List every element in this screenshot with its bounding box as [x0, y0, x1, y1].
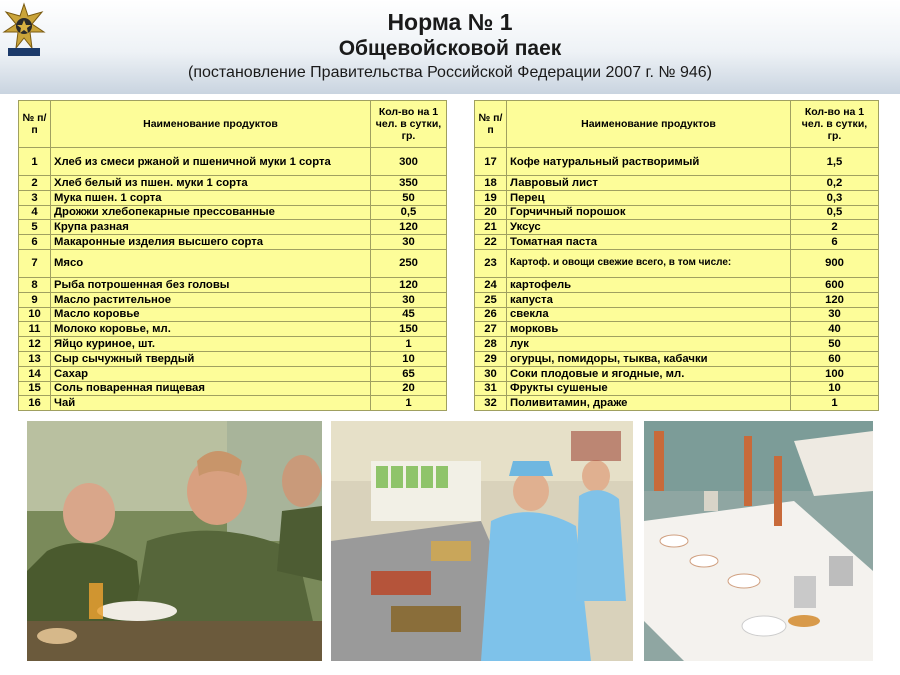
row-number: 19: [475, 190, 507, 205]
row-number: 12: [19, 337, 51, 352]
table-row: [475, 322, 879, 337]
product-name: Мясо: [51, 249, 371, 277]
row-number: 13: [19, 351, 51, 366]
product-quantity: 0,5: [791, 205, 879, 220]
product-name: морковь: [507, 322, 791, 337]
table-header-row: [19, 101, 447, 148]
product-name: Соль поваренная пищевая: [51, 381, 371, 396]
product-name: Молоко коровье, мл.: [51, 322, 371, 337]
table-row: [19, 396, 447, 411]
table-row: [19, 249, 447, 277]
product-quantity: 0,2: [791, 176, 879, 191]
header-product: Наименование продуктов: [507, 101, 791, 148]
row-number: 3: [19, 190, 51, 205]
product-quantity: 50: [371, 190, 447, 205]
header-num: № п/п: [475, 101, 507, 148]
product-name: Соки плодовые и ягодные, мл.: [507, 366, 791, 381]
product-quantity: 0,3: [791, 190, 879, 205]
product-name: Сахар: [51, 366, 371, 381]
row-number: 21: [475, 220, 507, 235]
row-number: 2: [19, 176, 51, 191]
table-header-row: [475, 101, 879, 148]
product-quantity: 30: [371, 235, 447, 250]
table-row: [19, 235, 447, 250]
product-quantity: 250: [371, 249, 447, 277]
row-number: 17: [475, 148, 507, 176]
row-number: 15: [19, 381, 51, 396]
decree-reference: (постановление Правительства Российской Федерации 2007 г. № 946): [188, 64, 712, 81]
row-number: 8: [19, 277, 51, 292]
table-row: [19, 148, 447, 176]
product-name: Мука пшен. 1 сорта: [51, 190, 371, 205]
product-quantity: 300: [371, 148, 447, 176]
product-name: свекла: [507, 307, 791, 322]
row-number: 30: [475, 366, 507, 381]
product-quantity: 1: [791, 396, 879, 411]
row-number: 28: [475, 337, 507, 352]
product-quantity: 60: [791, 351, 879, 366]
product-name: Горчичный порошок: [507, 205, 791, 220]
product-name: Масло растительное: [51, 292, 371, 307]
product-name: Лавровый лист: [507, 176, 791, 191]
table-row: [19, 277, 447, 292]
row-number: 4: [19, 205, 51, 220]
table-row: [475, 381, 879, 396]
product-quantity: 10: [791, 381, 879, 396]
table-row: [475, 277, 879, 292]
product-quantity: 65: [371, 366, 447, 381]
table-row: [475, 337, 879, 352]
product-quantity: 0,5: [371, 205, 447, 220]
product-quantity: 50: [791, 337, 879, 352]
product-quantity: 350: [371, 176, 447, 191]
product-quantity: 150: [371, 322, 447, 337]
header-num: № п/п: [19, 101, 51, 148]
product-name: лук: [507, 337, 791, 352]
product-name: Хлеб белый из пшен. муки 1 сорта: [51, 176, 371, 191]
row-number: 7: [19, 249, 51, 277]
page-title: Норма № 1: [387, 9, 513, 35]
ration-table-right: [474, 100, 879, 411]
table-row: [475, 148, 879, 176]
row-number: 20: [475, 205, 507, 220]
product-quantity: 30: [791, 307, 879, 322]
table-row: [19, 366, 447, 381]
row-number: 11: [19, 322, 51, 337]
ration-table-left: [18, 100, 447, 411]
row-number: 22: [475, 235, 507, 250]
product-quantity: 1: [371, 396, 447, 411]
row-number: 9: [19, 292, 51, 307]
table-row: [475, 396, 879, 411]
photo-canteen-serving: [331, 421, 633, 661]
row-number: 5: [19, 220, 51, 235]
slide-header: [0, 0, 900, 94]
row-number: 18: [475, 176, 507, 191]
table-row: [19, 351, 447, 366]
header-product: Наименование продуктов: [51, 101, 371, 148]
product-quantity: 20: [371, 381, 447, 396]
product-name: капуста: [507, 292, 791, 307]
row-number: 23: [475, 249, 507, 277]
table-row: [475, 307, 879, 322]
product-quantity: 100: [791, 366, 879, 381]
row-number: 31: [475, 381, 507, 396]
row-number: 10: [19, 307, 51, 322]
row-number: 27: [475, 322, 507, 337]
product-quantity: 600: [791, 277, 879, 292]
table-row: [19, 337, 447, 352]
product-name: огурцы, помидоры, тыква, кабачки: [507, 351, 791, 366]
table-row: [475, 176, 879, 191]
product-quantity: 45: [371, 307, 447, 322]
product-name: Дрожжи хлебопекарные прессованные: [51, 205, 371, 220]
product-name: Фрукты сушеные: [507, 381, 791, 396]
table-row: [19, 190, 447, 205]
table-row: [475, 235, 879, 250]
row-number: 25: [475, 292, 507, 307]
table-row: [19, 176, 447, 191]
table-row: [475, 366, 879, 381]
table-row: [475, 205, 879, 220]
product-name: Перец: [507, 190, 791, 205]
table-row: [475, 351, 879, 366]
product-name: Сыр сычужный твердый: [51, 351, 371, 366]
page-subtitle: Общевойсковой паек: [338, 37, 562, 60]
row-number: 29: [475, 351, 507, 366]
product-quantity: 1,5: [791, 148, 879, 176]
product-name: Кофе натуральный растворимый: [507, 148, 791, 176]
row-number: 16: [19, 396, 51, 411]
header-qty: Кол-во на 1 чел. в сутки, гр.: [791, 101, 879, 148]
photo-dining-tables: [644, 421, 873, 661]
product-name: Яйцо куриное, шт.: [51, 337, 371, 352]
product-quantity: 2: [791, 220, 879, 235]
product-name: Крупа разная: [51, 220, 371, 235]
product-name: Рыба потрошенная без головы: [51, 277, 371, 292]
product-name: Уксус: [507, 220, 791, 235]
product-name: Картоф. и овощи свежие всего, в том числе:: [507, 249, 791, 277]
table-row: [475, 292, 879, 307]
product-name: картофель: [507, 277, 791, 292]
table-row: [19, 220, 447, 235]
row-number: 6: [19, 235, 51, 250]
table-row: [19, 381, 447, 396]
row-number: 14: [19, 366, 51, 381]
table-row: [475, 249, 879, 277]
photo-soldiers-eating: [27, 421, 322, 661]
product-name: Поливитамин, драже: [507, 396, 791, 411]
product-name: Масло коровье: [51, 307, 371, 322]
product-name: Чай: [51, 396, 371, 411]
table-row: [19, 322, 447, 337]
product-quantity: 120: [371, 220, 447, 235]
product-quantity: 40: [791, 322, 879, 337]
table-row: [19, 205, 447, 220]
product-quantity: 1: [371, 337, 447, 352]
product-quantity: 120: [371, 277, 447, 292]
table-row: [475, 220, 879, 235]
product-name: Макаронные изделия высшего сорта: [51, 235, 371, 250]
header-qty: Кол-во на 1 чел. в сутки, гр.: [371, 101, 447, 148]
product-quantity: 30: [371, 292, 447, 307]
product-name: Томатная паста: [507, 235, 791, 250]
product-quantity: 900: [791, 249, 879, 277]
table-row: [19, 292, 447, 307]
row-number: 1: [19, 148, 51, 176]
table-row: [19, 307, 447, 322]
row-number: 32: [475, 396, 507, 411]
row-number: 26: [475, 307, 507, 322]
product-quantity: 120: [791, 292, 879, 307]
product-name: Хлеб из смеси ржаной и пшеничной муки 1 сорта: [51, 148, 371, 176]
table-row: [475, 190, 879, 205]
row-number: 24: [475, 277, 507, 292]
product-quantity: 10: [371, 351, 447, 366]
product-quantity: 6: [791, 235, 879, 250]
